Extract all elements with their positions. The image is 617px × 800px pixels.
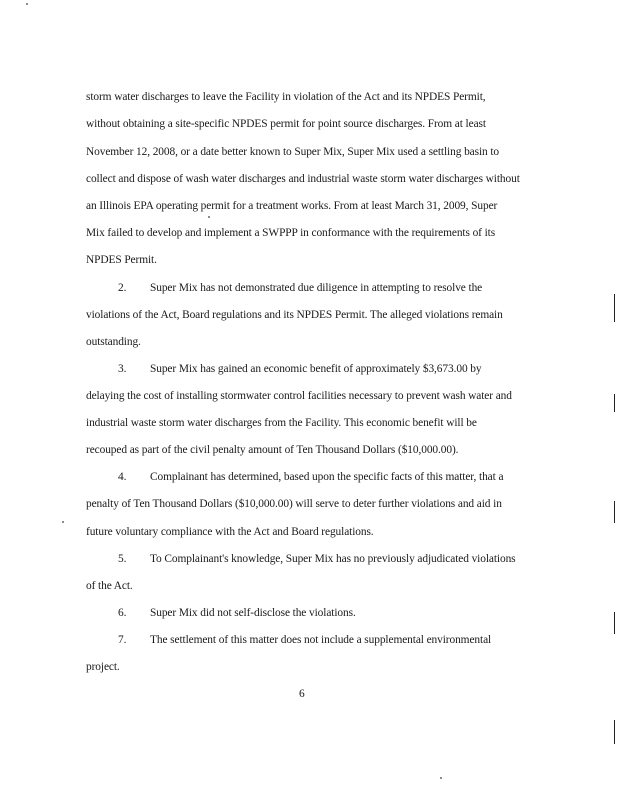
paragraph-text: To Complainant's knowledge, Super Mix has no previously adjudicated violations xyxy=(150,553,516,565)
text-line: collect and dispose of wash water discharges and industrial waste storm water discharges without xyxy=(86,173,520,185)
text-line: of the Act. xyxy=(86,580,133,592)
paragraph-5-first-line xyxy=(118,553,516,566)
text-line: outstanding. xyxy=(86,336,141,348)
text-line: violations of the Act, Board regulations and its NPDES Permit. The alleged violations remain xyxy=(86,309,503,321)
paragraph-number: 4. xyxy=(118,471,127,483)
text-line: project. xyxy=(86,661,120,673)
paragraph-number: 3. xyxy=(118,363,127,375)
scan-margin-mark xyxy=(614,394,615,412)
scan-speck xyxy=(26,3,28,5)
scan-margin-mark xyxy=(614,612,615,634)
scan-margin-mark xyxy=(614,501,615,523)
paragraph-text: Super Mix has gained an economic benefit of approximately $3,673.00 by xyxy=(150,363,482,375)
text-line: future voluntary compliance with the Act and Board regulations. xyxy=(86,526,374,538)
text-line: delaying the cost of installing stormwater control facilities necessary to prevent wash water and xyxy=(86,390,512,402)
text-line: NPDES Permit. xyxy=(86,254,157,266)
paragraph-number: 5. xyxy=(118,553,127,565)
paragraph-4-first-line xyxy=(118,471,503,484)
text-line: without obtaining a site-specific NPDES permit for point source discharges. From at least xyxy=(86,118,486,130)
scan-margin-mark xyxy=(614,294,615,322)
paragraph-number: 6. xyxy=(118,607,127,619)
paragraph-number: 2. xyxy=(118,282,127,294)
paragraph-2-first-line xyxy=(118,282,482,295)
text-line: November 12, 2008, or a date better known to Super Mix, Super Mix used a settling basin to xyxy=(86,146,500,158)
text-line: storm water discharges to leave the Facility in violation of the Act and its NPDES Permit, xyxy=(86,91,486,103)
page-number: 6 xyxy=(299,688,305,700)
paragraph-text: The settlement of this matter does not include a supplemental environmental xyxy=(150,634,492,646)
text-line: penalty of Ten Thousand Dollars ($10,000.00) will serve to deter further violations and aid in xyxy=(86,498,502,510)
paragraph-3-first-line xyxy=(118,363,481,376)
text-line: industrial waste storm water discharges from the Facility. This economic benefit will be xyxy=(86,417,477,429)
paragraph-text: Super Mix did not self-disclose the violations. xyxy=(150,607,356,619)
scan-speck xyxy=(62,521,64,523)
scan-speck xyxy=(440,777,442,779)
paragraph-text: Super Mix has not demonstrated due diligence in attempting to resolve the xyxy=(150,282,483,294)
paragraph-number: 7. xyxy=(118,634,127,646)
text-line: recouped as part of the civil penalty amount of Ten Thousand Dollars ($10,000.00). xyxy=(86,444,459,456)
paragraph-6-first-line xyxy=(118,607,356,620)
scan-margin-mark xyxy=(614,720,615,744)
scan-speck xyxy=(208,216,210,218)
text-line: an Illinois EPA operating permit for a treatment works. From at least March 31, 2009, Super xyxy=(86,200,498,212)
paragraph-7-first-line xyxy=(118,634,491,647)
text-line: Mix failed to develop and implement a SWPPP in conformance with the requirements of its xyxy=(86,227,496,239)
paragraph-text: Complainant has determined, based upon the specific facts of this matter, that a xyxy=(150,471,504,483)
